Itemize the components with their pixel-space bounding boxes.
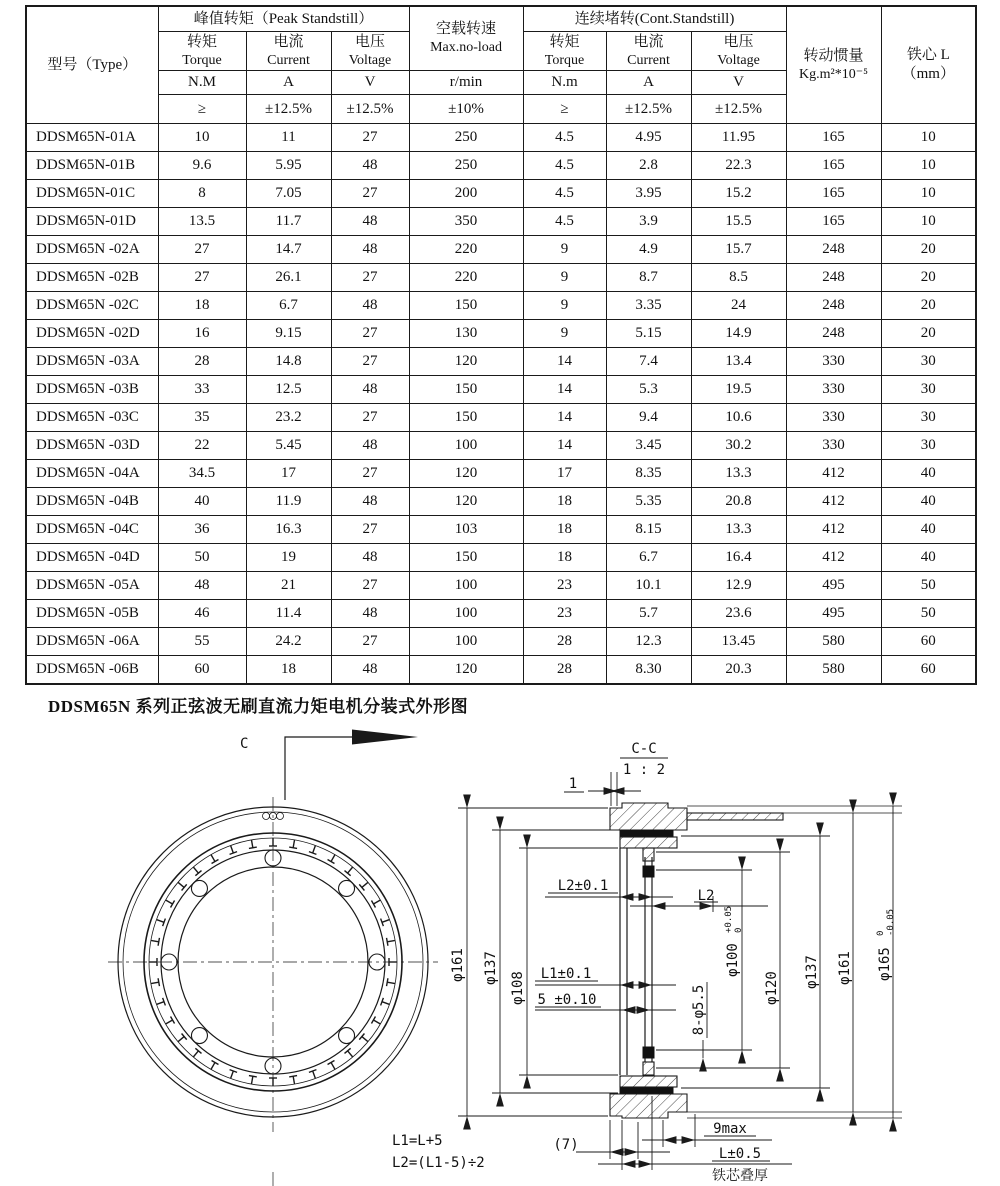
table-row	[26, 152, 976, 180]
value-cell: 248	[786, 264, 881, 292]
value-cell: 350	[409, 208, 523, 236]
value-cell: 55	[158, 628, 246, 656]
value-cell: 412	[786, 460, 881, 488]
bolt-hole	[339, 1028, 355, 1044]
model-cell: DDSM65N -02B	[26, 264, 158, 292]
value-cell: 100	[409, 432, 523, 460]
value-cell: 4.5	[523, 124, 606, 152]
model-cell: DDSM65N -03B	[26, 376, 158, 404]
value-cell: 30	[881, 404, 976, 432]
value-cell: 48	[331, 656, 409, 685]
value-cell: 50	[881, 572, 976, 600]
drawing-caption: DDSM65N 系列正弦波无刷直流力矩电机分装式外形图	[48, 697, 469, 716]
value-cell: 7.4	[606, 348, 691, 376]
table-row	[26, 208, 976, 236]
dia-161-right-label: φ161	[837, 951, 853, 985]
value-cell: 165	[786, 208, 881, 236]
value-cell: 18	[246, 656, 331, 685]
value-cell: 21	[246, 572, 331, 600]
value-cell: 48	[331, 544, 409, 572]
value-cell: 27	[331, 628, 409, 656]
model-cell: DDSM65N -05A	[26, 572, 158, 600]
value-cell: 28	[523, 628, 606, 656]
dia-108-label: φ108	[510, 971, 526, 1005]
table-row	[26, 432, 976, 460]
value-cell: 13.4	[691, 348, 786, 376]
value-cell: 7.05	[246, 180, 331, 208]
value-cell: 20.8	[691, 488, 786, 516]
value-cell: 27	[331, 404, 409, 432]
cut-label: C	[240, 736, 249, 752]
unit-v-peak: V	[331, 71, 409, 95]
cutting-plane-indicator	[240, 730, 418, 801]
value-cell: 11	[246, 124, 331, 152]
value-cell: 23.6	[691, 600, 786, 628]
value-cell: 34.5	[158, 460, 246, 488]
value-cell: 130	[409, 320, 523, 348]
table-row	[26, 236, 976, 264]
header-noload-cn: 空载转速	[436, 21, 497, 38]
value-cell: 36	[158, 516, 246, 544]
dim-9max-label: 9max	[713, 1121, 747, 1137]
value-cell: 495	[786, 572, 881, 600]
dia-137-right-label: φ137	[804, 955, 820, 989]
model-cell: DDSM65N -02A	[26, 236, 158, 264]
value-cell: 27	[331, 516, 409, 544]
value-cell: 23.2	[246, 404, 331, 432]
value-cell: 46	[158, 600, 246, 628]
value-cell: 13.3	[691, 516, 786, 544]
value-cell: 8	[158, 180, 246, 208]
value-cell: 23	[523, 572, 606, 600]
value-cell: 48	[331, 600, 409, 628]
value-cell: 165	[786, 152, 881, 180]
unit-rmin: r/min	[409, 71, 523, 95]
value-cell: 15.2	[691, 180, 786, 208]
value-cell: 580	[786, 656, 881, 685]
table-row	[26, 264, 976, 292]
value-cell: 17	[523, 460, 606, 488]
unit-nm-peak: N.M	[158, 71, 246, 95]
value-cell: 5.7	[606, 600, 691, 628]
value-cell: 8.7	[606, 264, 691, 292]
value-cell: 9.15	[246, 320, 331, 348]
outline-drawing	[0, 716, 1000, 1186]
value-cell: 14	[523, 348, 606, 376]
dia-137-left-label: φ137	[483, 951, 499, 985]
table-row	[26, 292, 976, 320]
value-cell: 8.35	[606, 460, 691, 488]
value-cell: 15.5	[691, 208, 786, 236]
value-cell: 22	[158, 432, 246, 460]
dim-5-label: 5 ±0.10	[537, 992, 597, 1008]
dia-100-tol-dn: 0	[734, 927, 744, 933]
model-cell: DDSM65N -04B	[26, 488, 158, 516]
model-cell: DDSM65N-01D	[26, 208, 158, 236]
value-cell: 12.5	[246, 376, 331, 404]
value-cell: 248	[786, 236, 881, 264]
header-core-cn: 铁心 L	[906, 47, 950, 64]
value-cell: 220	[409, 264, 523, 292]
value-cell: 27	[331, 264, 409, 292]
value-cell: 8.30	[606, 656, 691, 685]
value-cell: 30.2	[691, 432, 786, 460]
value-cell: 40	[881, 516, 976, 544]
table-row	[26, 180, 976, 208]
dim-1-label: 1	[568, 776, 578, 792]
value-cell: 27	[331, 180, 409, 208]
tol-current-cont: ±12.5%	[606, 95, 691, 124]
value-cell: 6.7	[246, 292, 331, 320]
value-cell: 12.9	[691, 572, 786, 600]
value-cell: 11.9	[246, 488, 331, 516]
bolt-hole	[191, 880, 207, 896]
value-cell: 10	[881, 180, 976, 208]
model-cell: DDSM65N -04A	[26, 460, 158, 488]
value-cell: 10.6	[691, 404, 786, 432]
value-cell: 250	[409, 124, 523, 152]
unit-a-cont: A	[606, 71, 691, 95]
cut-arrow-icon	[352, 730, 418, 745]
value-cell: 11.7	[246, 208, 331, 236]
table-row	[26, 656, 976, 685]
value-cell: 3.95	[606, 180, 691, 208]
value-cell: 24.2	[246, 628, 331, 656]
header-core-unit: （mm）	[901, 66, 955, 82]
table-row	[26, 600, 976, 628]
model-cell: DDSM65N-01B	[26, 152, 158, 180]
value-cell: 330	[786, 404, 881, 432]
value-cell: 4.5	[523, 152, 606, 180]
value-cell: 27	[331, 460, 409, 488]
value-cell: 60	[158, 656, 246, 685]
unit-v-cont: V	[691, 71, 786, 95]
section-name: C-C	[631, 741, 657, 757]
tol-ge-cont: ≥	[523, 95, 606, 124]
model-cell: DDSM65N -02C	[26, 292, 158, 320]
front-view	[108, 797, 438, 1186]
value-cell: 10	[881, 124, 976, 152]
value-cell: 412	[786, 544, 881, 572]
dia-100-label: φ100	[725, 943, 741, 977]
core-stack-label: 铁芯叠厚	[712, 1168, 768, 1184]
value-cell: 33	[158, 376, 246, 404]
value-cell: 20	[881, 292, 976, 320]
model-cell: DDSM65N -06A	[26, 628, 158, 656]
value-cell: 23	[523, 600, 606, 628]
value-cell: 20.3	[691, 656, 786, 685]
value-cell: 220	[409, 236, 523, 264]
dia-120-label: φ120	[764, 971, 780, 1005]
tol-ge-peak: ≥	[158, 95, 246, 124]
header-peak-torque: 转矩 Torque	[158, 32, 246, 71]
section-view	[610, 741, 902, 1118]
formula-l1: L1=L+5	[392, 1133, 443, 1149]
table-row	[26, 376, 976, 404]
value-cell: 5.35	[606, 488, 691, 516]
value-cell: 580	[786, 628, 881, 656]
value-cell: 10	[881, 152, 976, 180]
value-cell: 19.5	[691, 376, 786, 404]
model-cell: DDSM65N -03D	[26, 432, 158, 460]
value-cell: 40	[158, 488, 246, 516]
table-row	[26, 320, 976, 348]
value-cell: 2.8	[606, 152, 691, 180]
dia-165-tol-dn: -0.05	[886, 908, 896, 936]
table-row	[26, 572, 976, 600]
table-row	[26, 628, 976, 656]
unit-nm-cont: N.m	[523, 71, 606, 95]
value-cell: 15.7	[691, 236, 786, 264]
value-cell: 9	[523, 320, 606, 348]
value-cell: 48	[331, 432, 409, 460]
model-cell: DDSM65N -02D	[26, 320, 158, 348]
value-cell: 150	[409, 404, 523, 432]
table-row	[26, 460, 976, 488]
value-cell: 330	[786, 348, 881, 376]
value-cell: 27	[158, 236, 246, 264]
header-peak-group: 峰值转矩（Peak Standstill）	[158, 6, 409, 32]
value-cell: 48	[158, 572, 246, 600]
value-cell: 50	[158, 544, 246, 572]
value-cell: 48	[331, 488, 409, 516]
value-cell: 5.95	[246, 152, 331, 180]
value-cell: 10	[881, 208, 976, 236]
value-cell: 20	[881, 320, 976, 348]
value-cell: 28	[158, 348, 246, 376]
value-cell: 4.95	[606, 124, 691, 152]
value-cell: 13.45	[691, 628, 786, 656]
table-row	[26, 488, 976, 516]
dim-l2-tol-label: L2±0.1	[557, 878, 609, 894]
value-cell: 27	[331, 320, 409, 348]
value-cell: 22.3	[691, 152, 786, 180]
value-cell: 8.5	[691, 264, 786, 292]
value-cell: 30	[881, 348, 976, 376]
model-cell: DDSM65N -05B	[26, 600, 158, 628]
tol-voltage-cont: ±12.5%	[691, 95, 786, 124]
value-cell: 5.3	[606, 376, 691, 404]
value-cell: 16.3	[246, 516, 331, 544]
value-cell: 9	[523, 292, 606, 320]
table-row	[26, 348, 976, 376]
value-cell: 50	[881, 600, 976, 628]
spec-table-body	[26, 124, 976, 685]
dim-holes-label: 8-φ5.5	[691, 984, 707, 1036]
value-cell: 48	[331, 292, 409, 320]
value-cell: 14.8	[246, 348, 331, 376]
header-core	[881, 6, 976, 124]
value-cell: 60	[881, 628, 976, 656]
value-cell: 150	[409, 376, 523, 404]
value-cell: 6.7	[606, 544, 691, 572]
tol-current-peak: ±12.5%	[246, 95, 331, 124]
value-cell: 48	[331, 236, 409, 264]
header-cont-voltage: 电压 Voltage	[691, 32, 786, 71]
value-cell: 14	[523, 432, 606, 460]
dim-l1-tol-label: L1±0.1	[540, 966, 592, 982]
value-cell: 4.5	[523, 208, 606, 236]
value-cell: 13.3	[691, 460, 786, 488]
value-cell: 248	[786, 292, 881, 320]
value-cell: 18	[523, 488, 606, 516]
section-scale: 1 : 2	[622, 762, 666, 778]
header-noload	[409, 6, 523, 71]
dia-165-label: φ165	[877, 947, 893, 981]
header-cont-group: 连续堵转(Cont.Standstill)	[523, 6, 786, 32]
value-cell: 18	[523, 516, 606, 544]
value-cell: 3.45	[606, 432, 691, 460]
formula-l2: L2=(L1-5)÷2	[392, 1155, 485, 1171]
value-cell: 27	[331, 348, 409, 376]
value-cell: 330	[786, 376, 881, 404]
value-cell: 150	[409, 544, 523, 572]
value-cell: 120	[409, 348, 523, 376]
value-cell: 20	[881, 264, 976, 292]
value-cell: 27	[331, 572, 409, 600]
value-cell: 9	[523, 264, 606, 292]
value-cell: 14	[523, 404, 606, 432]
value-cell: 248	[786, 320, 881, 348]
model-cell: DDSM65N -03C	[26, 404, 158, 432]
table-row	[26, 404, 976, 432]
value-cell: 495	[786, 600, 881, 628]
value-cell: 27	[158, 264, 246, 292]
model-cell: DDSM65N -04D	[26, 544, 158, 572]
dia-161-left-label: φ161	[450, 948, 466, 982]
value-cell: 10.1	[606, 572, 691, 600]
tol-noload: ±10%	[409, 95, 523, 124]
value-cell: 17	[246, 460, 331, 488]
model-cell: DDSM65N -04C	[26, 516, 158, 544]
value-cell: 103	[409, 516, 523, 544]
header-type: 型号（Type）	[26, 6, 158, 124]
unit-a-peak: A	[246, 71, 331, 95]
value-cell: 412	[786, 488, 881, 516]
table-row	[26, 124, 976, 152]
value-cell: 27	[331, 124, 409, 152]
dim-l2-label: L2	[697, 888, 715, 904]
value-cell: 20	[881, 236, 976, 264]
value-cell: 16.4	[691, 544, 786, 572]
value-cell: 19	[246, 544, 331, 572]
value-cell: 120	[409, 460, 523, 488]
model-cell: DDSM65N -06B	[26, 656, 158, 685]
value-cell: 3.9	[606, 208, 691, 236]
value-cell: 100	[409, 628, 523, 656]
value-cell: 40	[881, 488, 976, 516]
value-cell: 30	[881, 432, 976, 460]
header-peak-current: 电流 Current	[246, 32, 331, 71]
value-cell: 250	[409, 152, 523, 180]
tol-voltage-peak: ±12.5%	[331, 95, 409, 124]
value-cell: 200	[409, 180, 523, 208]
value-cell: 48	[331, 208, 409, 236]
model-cell: DDSM65N-01A	[26, 124, 158, 152]
value-cell: 14.9	[691, 320, 786, 348]
value-cell: 330	[786, 432, 881, 460]
value-cell: 9	[523, 236, 606, 264]
header-inertia-unit: Kg.m²*10⁻⁵	[799, 66, 869, 82]
value-cell: 165	[786, 180, 881, 208]
value-cell: 4.5	[523, 180, 606, 208]
motor-spec-table	[25, 5, 977, 685]
value-cell: 26.1	[246, 264, 331, 292]
value-cell: 11.95	[691, 124, 786, 152]
dia-100-tol-up: +0.05	[724, 905, 734, 933]
value-cell: 9.4	[606, 404, 691, 432]
value-cell: 28	[523, 656, 606, 685]
value-cell: 60	[881, 656, 976, 685]
header-cont-current: 电流 Current	[606, 32, 691, 71]
value-cell: 9.6	[158, 152, 246, 180]
value-cell: 4.9	[606, 236, 691, 264]
value-cell: 8.15	[606, 516, 691, 544]
header-cont-torque: 转矩 Torque	[523, 32, 606, 71]
value-cell: 40	[881, 460, 976, 488]
dim-L-label: L±0.5	[718, 1146, 762, 1162]
bolt-hole	[191, 1028, 207, 1044]
value-cell: 412	[786, 516, 881, 544]
value-cell: 120	[409, 656, 523, 685]
header-peak-voltage: 电压 Voltage	[331, 32, 409, 71]
value-cell: 13.5	[158, 208, 246, 236]
table-row	[26, 544, 976, 572]
value-cell: 48	[331, 152, 409, 180]
header-inertia-cn: 转动惯量	[803, 47, 864, 64]
dia-165-tol-up: 0	[876, 930, 886, 936]
value-cell: 100	[409, 600, 523, 628]
dim-7-label: (7)	[553, 1137, 579, 1153]
value-cell: 165	[786, 124, 881, 152]
value-cell: 18	[158, 292, 246, 320]
value-cell: 100	[409, 572, 523, 600]
value-cell: 5.45	[246, 432, 331, 460]
value-cell: 48	[331, 376, 409, 404]
value-cell: 3.35	[606, 292, 691, 320]
model-cell: DDSM65N -03A	[26, 348, 158, 376]
value-cell: 14	[523, 376, 606, 404]
value-cell: 150	[409, 292, 523, 320]
model-cell: DDSM65N-01C	[26, 180, 158, 208]
value-cell: 5.15	[606, 320, 691, 348]
value-cell: 35	[158, 404, 246, 432]
value-cell: 24	[691, 292, 786, 320]
bolt-hole	[339, 880, 355, 896]
value-cell: 14.7	[246, 236, 331, 264]
value-cell: 16	[158, 320, 246, 348]
value-cell: 18	[523, 544, 606, 572]
value-cell: 11.4	[246, 600, 331, 628]
value-cell: 10	[158, 124, 246, 152]
header-noload-en: Max.no-load	[430, 40, 502, 56]
value-cell: 30	[881, 376, 976, 404]
value-cell: 120	[409, 488, 523, 516]
table-row	[26, 516, 976, 544]
value-cell: 12.3	[606, 628, 691, 656]
value-cell: 40	[881, 544, 976, 572]
header-inertia	[786, 6, 881, 124]
